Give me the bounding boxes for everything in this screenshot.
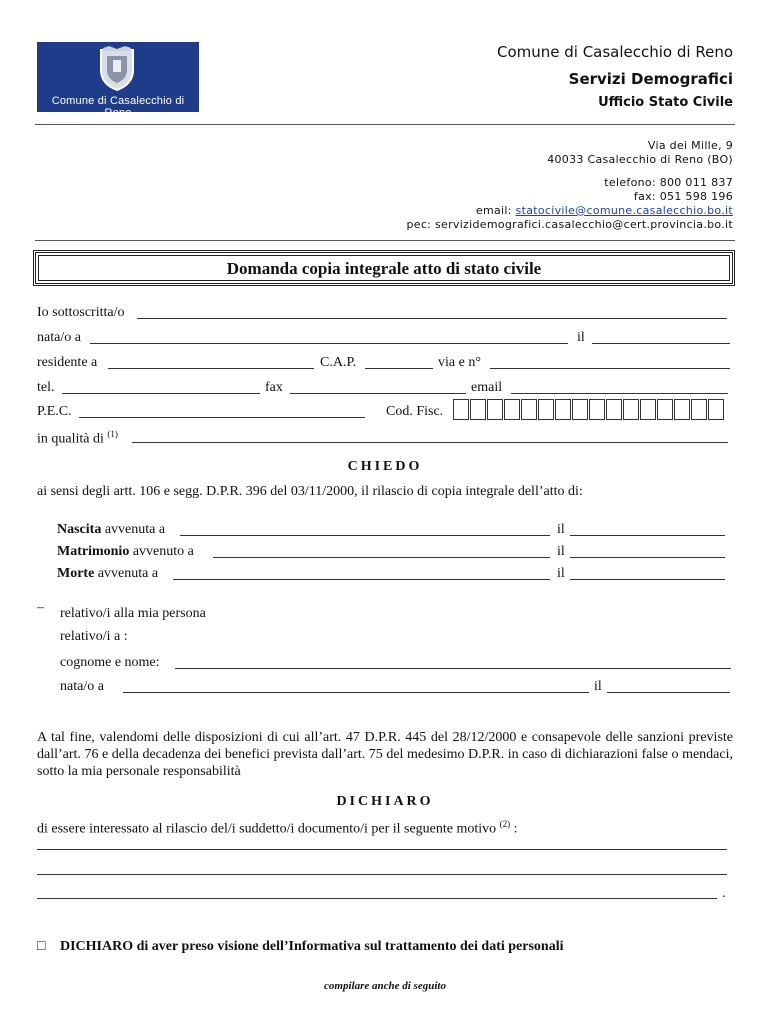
label-via: via e n° [438,355,481,370]
email-label: email: [475,204,516,217]
fax: fax: 051 598 196 [633,190,733,203]
label-matrimonio: Matrimonio avvenuto a [57,544,194,559]
option-dash[interactable]: – [37,600,44,615]
label-morte-il: il [557,566,565,581]
heading-chiedo: CHIEDO [347,459,423,474]
label-tel: tel. [37,380,55,395]
field-nascita-date[interactable] [570,535,725,536]
header-ufficio: Ufficio Stato Civile [598,95,733,110]
footer-note: compilare anche di seguito [324,980,446,992]
field-fax[interactable] [290,393,466,394]
label-residente: residente a [37,355,98,370]
field-tel[interactable] [62,393,260,394]
field-cognome[interactable] [175,668,731,669]
field-nascita-place[interactable] [180,535,550,536]
chiedo-text: ai sensi degli artt. 106 e segg. D.P.R. 396 del 03/11/2000, il rilascio di copia integrale dell’atto di: [37,484,583,499]
motivo-period: . [722,886,726,901]
email-link[interactable]: statocivile@comune.casalecchio.bo.it [515,204,733,217]
header-servizi: Servizi Demografici [568,70,733,88]
footnote-2: (2) [499,819,511,829]
field-motivo-2[interactable] [37,874,727,875]
label-relativo-nato: nata/o a [60,679,104,694]
label-fax: fax [265,380,283,395]
label-pec: P.E.C. [37,404,72,419]
label-mia-persona: relativo/i alla mia persona [60,606,206,621]
label-relativo-a: relativo/i a : [60,629,128,644]
label-il: il [577,330,585,345]
field-matrimonio-place[interactable] [213,557,550,558]
form-title: Domanda copia integrale atto di stato civile [226,259,542,278]
field-motivo-3[interactable] [37,898,717,899]
label-nato-a: nata/o a [37,330,81,345]
field-motivo-1[interactable] [37,849,727,850]
field-morte-date[interactable] [570,579,725,580]
heading-dichiaro: DICHIARO [336,794,434,809]
field-email[interactable] [511,393,728,394]
label-matrimonio-il: il [557,544,565,559]
municipality-logo [37,42,199,119]
label-nascita-il: il [557,522,565,537]
pec: pec: servizidemografici.casalecchio@cert.provincia.bo.it [406,218,733,231]
title-box [33,250,735,286]
address-line-2: 40033 Casalecchio di Reno (BO) [547,153,733,166]
field-pec[interactable] [79,417,365,418]
address-divider [35,240,735,241]
phone: telefono: 800 011 837 [604,176,733,189]
label-nascita: Nascita avvenuta a [57,522,166,537]
field-birthplace[interactable] [90,343,568,344]
privacy-checkbox[interactable]: □ [37,939,46,954]
declaration-paragraph: A tal fine, valendomi delle disposizioni di cui all’art. 47 D.P.R. 445 del 28/12/2000 e consapevole delle sanzioni previste dall’art. 76 e della decadenza dei benefici prevista dall’art. 75 del medesimo D.P.R. in caso di dichiarazioni false o mendaci, sotto la mia personale responsabilità [37,730,733,779]
coat-of-arms-icon [95,46,139,92]
field-cap[interactable] [365,368,433,369]
field-name[interactable] [137,318,727,319]
email-line [476,204,733,217]
field-relativo-birthplace[interactable] [123,692,589,693]
field-relativo-birthdate[interactable] [607,692,730,693]
label-email: email [471,380,503,395]
logo-text: Comune di Casalecchio di Reno [51,95,185,119]
dichiaro-text: di essere interessato al rilascio del/i suddetto/i documento/i per il seguente motivo $^{(2)}$ : [37,819,518,837]
field-residence[interactable] [108,368,314,369]
field-matrimonio-date[interactable] [570,557,725,558]
label-relativo-il: il [594,679,602,694]
address-line-1: Via dei Mille, 9 [647,139,733,152]
header-divider [35,124,735,125]
header-comune: Comune di Casalecchio di Reno [496,43,733,61]
field-street[interactable] [490,368,730,369]
field-qualita[interactable] [132,442,728,443]
label-morte: Morte avvenuta a [57,566,159,581]
label-cognome: cognome e nome: [60,655,160,670]
label-cod-fisc: Cod. Fisc. [386,404,444,419]
privacy-text: DICHIARO di aver preso visione dell’Informativa sul trattamento dei dati personali [60,939,564,954]
label-cap: C.A.P. [320,355,357,370]
field-morte-place[interactable] [173,579,550,580]
footnote-1: (1) [107,429,118,439]
label-qualita: in qualità di $^{(1)}$ [37,429,118,447]
field-birthdate[interactable] [592,343,730,344]
label-sottoscritto: Io sottoscritta/o [37,305,125,320]
